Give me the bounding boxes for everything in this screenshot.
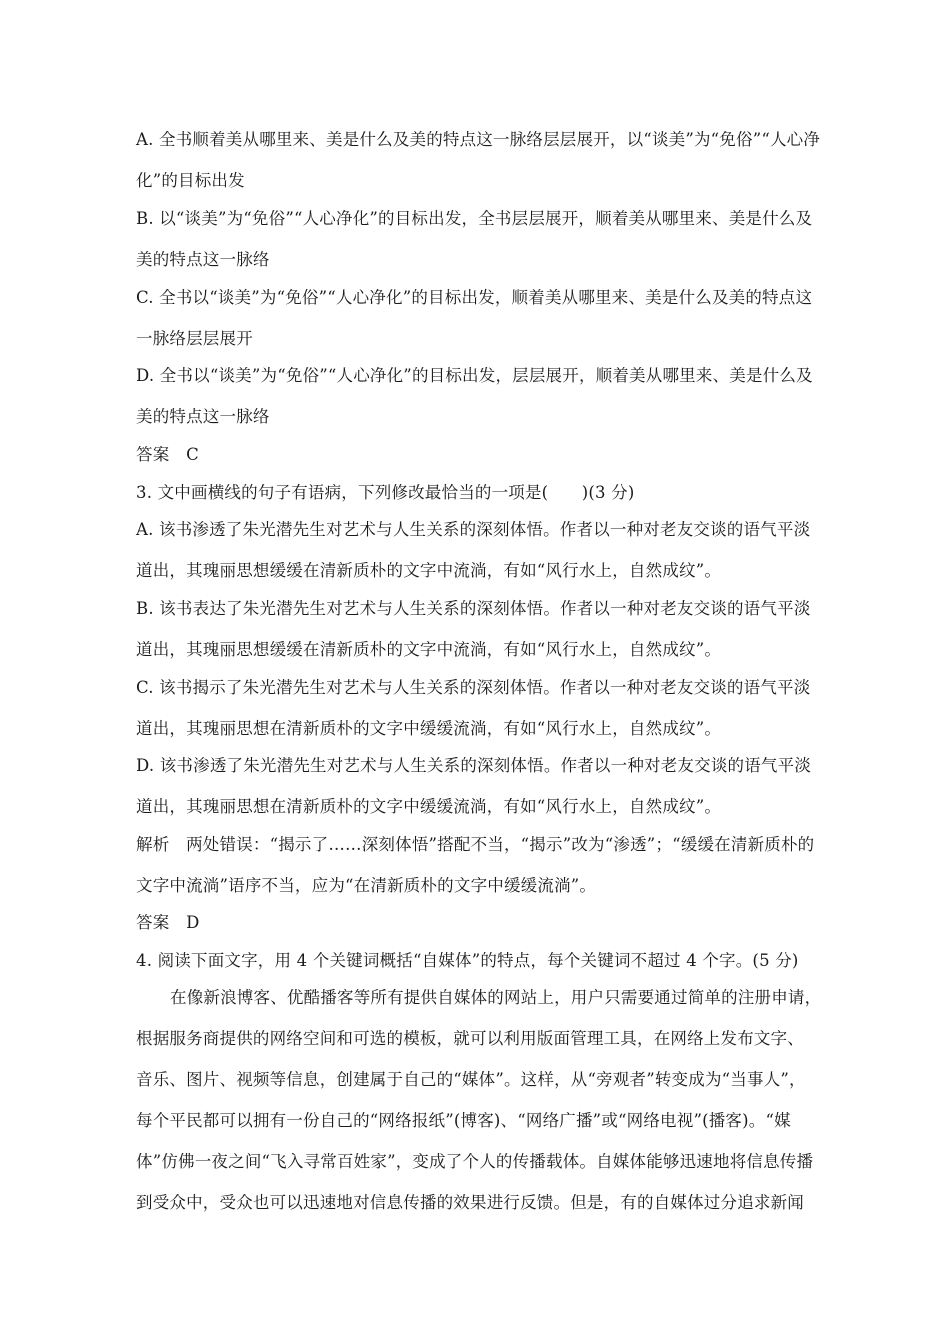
q3-option-b-line2: 道出，其瑰丽思想缓缓在清新质朴的文字中流淌，有如“风行水上，自然成纹”。 — [136, 640, 722, 659]
q3-option-b-line1: B. 该书表达了朱光潜先生对艺术与人生关系的深刻体悟。作者以一种对老友交谈的语气平淡 — [136, 599, 811, 618]
q3-title: 3. 文中画横线的句子有语病，下列修改最恰当的一项是( )(3 分) — [136, 483, 635, 502]
q4-passage-line1: 在像新浪博客、优酷播客等所有提供自媒体的网站上，用户只需要通过简单的注册申请， — [170, 988, 822, 1007]
q4-passage-line4: 每个平民都可以拥有一份自己的“网络报纸”(博客)、“网络广播”或“网络电视”(播客)。“媒 — [136, 1111, 791, 1130]
q3-option-a-line1: A. 该书渗透了朱光潜先生对艺术与人生关系的深刻体悟。作者以一种对老友交谈的语气平淡 — [136, 520, 811, 539]
q2-option-d-line1: D. 全书以“谈美”为“免俗”“人心净化”的目标出发，层层展开，顺着美从哪里来、美是什么及 — [136, 366, 813, 385]
q3-option-a-line2: 道出，其瑰丽思想缓缓在清新质朴的文字中流淌，有如“风行水上，自然成纹”。 — [136, 561, 722, 580]
q3-option-d-line1: D. 该书渗透了朱光潜先生对艺术与人生关系的深刻体悟。作者以一种对老友交谈的语气平淡 — [136, 756, 812, 775]
q3-answer: 答案 D — [136, 913, 200, 932]
q2-option-b-line1: B. 以“谈美”为“免俗”“人心净化”的目标出发，全书层层展开，顺着美从哪里来、美是什么及 — [136, 209, 813, 228]
q3-analysis-line1: 解析 两处错误：“揭示了……深刻体悟”搭配不当，“揭示”改为“渗透”；“缓缓在清新质朴的 — [136, 835, 815, 854]
q2-answer: 答案 C — [136, 445, 199, 464]
q4-passage-line2: 根据服务商提供的网络空间和可选的模板，就可以利用版面管理工具，在网络上发布文字、 — [136, 1029, 804, 1048]
q4-passage-line6: 到受众中，受众也可以迅速地对信息传播的效果进行反馈。但是，有的自媒体过分追求新闻 — [136, 1193, 804, 1212]
q2-option-c-line2: 一脉络层层展开 — [136, 329, 253, 348]
q3-option-c-line2: 道出，其瑰丽思想在清新质朴的文字中缓缓流淌，有如“风行水上，自然成纹”。 — [136, 719, 722, 738]
q2-option-b-line2: 美的特点这一脉络 — [136, 250, 270, 269]
q4-passage-line5: 体”仿佛一夜之间“飞入寻常百姓家”，变成了个人的传播载体。自媒体能够迅速地将信息传播 — [136, 1152, 814, 1171]
q4-title: 4. 阅读下面文字，用 4 个关键词概括“自媒体”的特点，每个关键词不超过 4 个字。(5 分) — [136, 951, 799, 970]
q3-option-d-line2: 道出，其瑰丽思想在清新质朴的文字中缓缓流淌，有如“风行水上，自然成纹”。 — [136, 797, 722, 816]
q2-option-a-line2: 化”的目标出发 — [136, 171, 245, 190]
q3-analysis-line2: 文字中流淌”语序不当，应为“在清新质朴的文字中缓缓流淌”。 — [136, 876, 597, 895]
q2-option-d-line2: 美的特点这一脉络 — [136, 407, 270, 426]
q4-passage-line3: 音乐、图片、视频等信息，创建属于自己的“媒体”。这样，从“旁观者”转变成为“当事人”， — [136, 1070, 806, 1089]
q3-option-c-line1: C. 该书揭示了朱光潜先生对艺术与人生关系的深刻体悟。作者以一种对老友交谈的语气平淡 — [136, 678, 811, 697]
q2-option-c-line1: C. 全书以“谈美”为“免俗”“人心净化”的目标出发，顺着美从哪里来、美是什么及美的特点这 — [136, 288, 813, 307]
q2-option-a-line1: A. 全书顺着美从哪里来、美是什么及美的特点这一脉络层层展开，以“谈美”为“免俗”“人心净 — [136, 130, 821, 149]
